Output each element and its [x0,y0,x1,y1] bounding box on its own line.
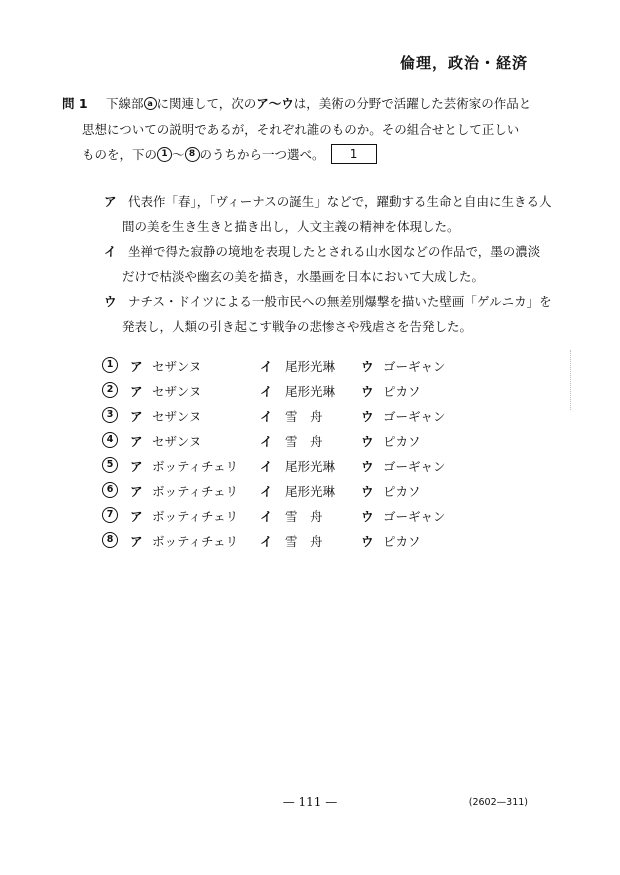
option-range-end: 8 [185,147,200,162]
option-a-value: セザンヌ [152,409,202,424]
option-i-mark: イ [260,359,273,374]
option-i-mark: イ [260,384,273,399]
item-u-line-1: ナチス・ドイツによる一般市民への無差別爆撃を描いた壁画「ゲルニカ」を [128,294,552,309]
option-u-value: ゴーギャン [383,359,446,374]
option-u-mark: ウ [361,484,374,499]
question-line-1 [106,94,531,112]
option-u-value: ピカソ [383,434,421,449]
option-a-value: ボッティチェリ [152,534,239,549]
item-mark-a: ア [104,194,117,209]
option-number: 5 [102,457,118,473]
option-u-mark: ウ [361,459,374,474]
option-i-value: 尾形光琳 [285,484,336,499]
option-a-value: ボッティチェリ [152,509,239,524]
option-number: 4 [102,432,118,448]
question-label: 問 1 [62,96,88,111]
item-a-line-1: 代表作「春」，「ヴィーナスの誕生」などで，躍動する生命と自由に生きる人 [128,194,552,209]
option-number: 6 [102,482,118,498]
item-i-line-1: 坐禅で得た寂静の境地を表現したとされる山水図などの作品で，墨の濃淡 [128,244,541,259]
option-i-value: 尾形光琳 [285,359,336,374]
option-a-mark: ア [130,384,143,399]
page-code: (2602—311) [468,797,528,808]
option-u-mark: ウ [361,384,374,399]
range-separator: ～ [172,147,185,162]
question-text: のうちから一つ選べ。 [199,147,325,162]
option-i-mark: イ [260,434,273,449]
option-number: 2 [102,382,118,398]
option-a-mark: ア [130,409,143,424]
margin-dotted-line [570,350,572,410]
item-a-line-2: 間の美を生き生きと描き出し，人文主義の精神を体現した。 [122,219,460,234]
option-a-value: セザンヌ [152,384,202,399]
option-a-mark: ア [130,509,143,524]
item-mark-u: ウ [104,294,117,309]
item-i-line-2: だけで枯淡や幽玄の美を描き，水墨画を日本において大成した。 [122,269,485,284]
question-text: に関連して，次の [156,96,257,111]
option-u-value: ゴーギャン [383,509,446,524]
option-i-mark: イ [260,459,273,474]
option-u-value: ゴーギャン [383,459,446,474]
question-text: は，美術の分野で活躍した芸術家の作品と [293,96,532,111]
option-u-mark: ウ [361,359,374,374]
option-a-value: セザンヌ [152,434,202,449]
option-a-value: セザンヌ [152,359,202,374]
option-u-mark: ウ [361,534,374,549]
option-i-mark: イ [260,509,273,524]
option-a-mark: ア [130,484,143,499]
option-i-value: 雪 舟 [285,509,323,524]
option-range-start: 1 [157,147,172,162]
option-number: 3 [102,407,118,423]
option-i-mark: イ [260,484,273,499]
question-line-3 [82,145,377,166]
question-text: ものを，下の [82,147,158,162]
option-i-mark: イ [260,409,273,424]
option-a-mark: ア [130,359,143,374]
option-u-mark: ウ [361,434,374,449]
option-i-value: 尾形光琳 [285,459,336,474]
page-number: — 111 — [282,795,338,809]
option-a-mark: ア [130,434,143,449]
answer-number-box: 1 [331,144,377,164]
underline-ref-mark: a [144,97,157,110]
item-u-line-2: 発表し，人類の引き起こす戦争の悲惨さや残虐さを告発した。 [122,319,473,334]
option-a-mark: ア [130,459,143,474]
question-line-2: 思想についての説明であるが，それぞれ誰のものか。その組合せとして正しい [82,122,520,137]
option-a-value: ボッティチェリ [152,484,239,499]
option-a-value: ボッティチェリ [152,459,239,474]
option-i-value: 雪 舟 [285,434,323,449]
option-u-value: ピカソ [383,484,421,499]
option-number: 8 [102,532,118,548]
option-a-mark: ア [130,534,143,549]
question-item-range: ア～ウ [256,96,294,111]
option-u-value: ピカソ [383,384,421,399]
option-number: 7 [102,507,118,523]
option-u-value: ピカソ [383,534,421,549]
option-number: 1 [102,357,118,373]
option-i-value: 雪 舟 [285,534,323,549]
subject-title: 倫理，政治・経済 [399,54,528,72]
option-i-mark: イ [260,534,273,549]
option-u-value: ゴーギャン [383,409,446,424]
option-i-value: 雪 舟 [285,409,323,424]
option-u-mark: ウ [361,409,374,424]
question-text: 下線部 [106,96,144,111]
option-u-mark: ウ [361,509,374,524]
option-i-value: 尾形光琳 [285,384,336,399]
item-mark-i: イ [104,244,117,259]
